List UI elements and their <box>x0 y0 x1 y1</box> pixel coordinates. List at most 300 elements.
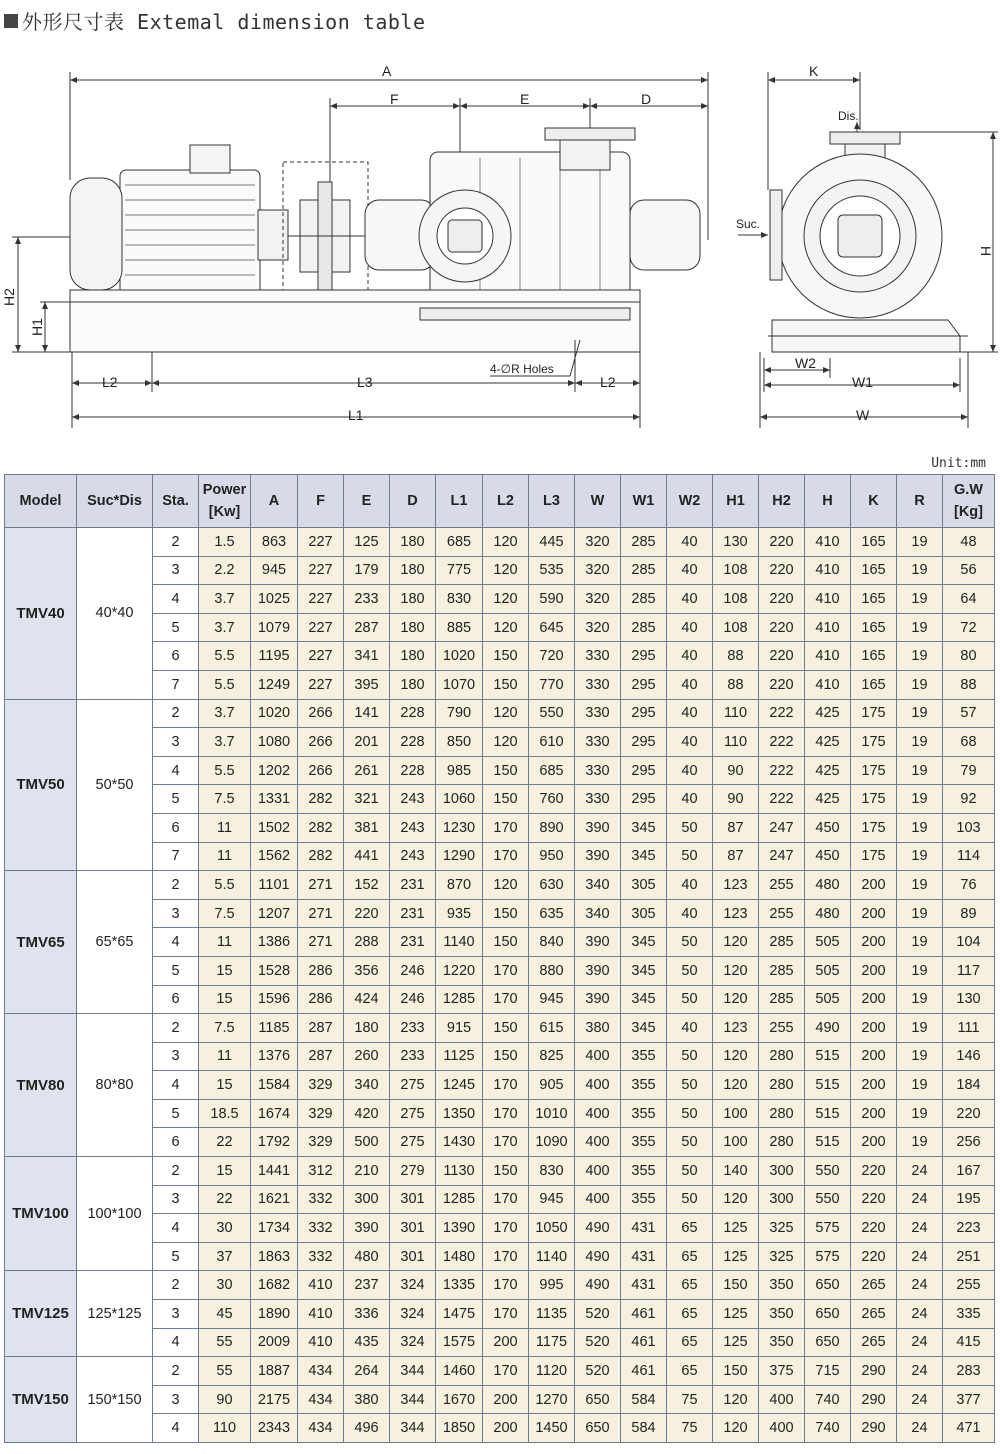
value-cell: 380 <box>575 1014 621 1043</box>
value-cell: 1220 <box>436 956 483 985</box>
suc-dis-cell: 50*50 <box>77 699 153 871</box>
value-cell: 356 <box>344 956 390 985</box>
value-cell: 1528 <box>251 956 298 985</box>
value-cell: 1863 <box>251 1242 298 1271</box>
suc-dis-cell: 125*125 <box>77 1271 153 1357</box>
value-cell: 150 <box>483 670 529 699</box>
discharge-label: Dis. <box>838 109 859 123</box>
value-cell: 19 <box>897 842 943 871</box>
value-cell: 19 <box>897 585 943 614</box>
value-cell: 345 <box>621 842 667 871</box>
value-cell: 50 <box>667 1099 713 1128</box>
value-cell: 345 <box>621 928 667 957</box>
dim-label-A: A <box>382 63 392 79</box>
value-cell: 200 <box>483 1414 529 1443</box>
value-cell: 345 <box>621 813 667 842</box>
value-cell: 575 <box>805 1242 851 1271</box>
value-cell: 850 <box>436 728 483 757</box>
value-cell: 5.5 <box>199 756 251 785</box>
dim-label-H2: H2 <box>1 288 17 306</box>
value-cell: 410 <box>298 1271 344 1300</box>
value-cell: 415 <box>943 1328 995 1357</box>
value-cell: 1475 <box>436 1300 483 1329</box>
value-cell: 15 <box>199 956 251 985</box>
model-cell: TMV50 <box>5 699 77 871</box>
value-cell: 19 <box>897 928 943 957</box>
value-cell: 40 <box>667 871 713 900</box>
value-cell: 515 <box>805 1128 851 1157</box>
value-cell: 100 <box>713 1099 759 1128</box>
value-cell: 72 <box>943 613 995 642</box>
value-cell: 321 <box>344 785 390 814</box>
value-cell: 220 <box>943 1099 995 1128</box>
value-cell: 120 <box>713 1385 759 1414</box>
value-cell: 431 <box>621 1271 667 1300</box>
value-cell: 50 <box>667 813 713 842</box>
value-cell: 170 <box>483 1099 529 1128</box>
dimension-drawing <box>0 40 1000 440</box>
value-cell: 264 <box>344 1357 390 1386</box>
value-cell: 125 <box>713 1242 759 1271</box>
value-cell: 425 <box>805 699 851 728</box>
value-cell: 590 <box>529 585 575 614</box>
value-cell: 243 <box>390 842 436 871</box>
value-cell: 200 <box>851 1071 897 1100</box>
table-row <box>5 756 995 785</box>
value-cell: 340 <box>344 1071 390 1100</box>
value-cell: 830 <box>529 1157 575 1186</box>
value-cell: 610 <box>529 728 575 757</box>
value-cell: 110 <box>713 699 759 728</box>
stage-cell: 5 <box>153 785 199 814</box>
stage-cell: 3 <box>153 1185 199 1214</box>
table-row <box>5 613 995 642</box>
value-cell: 1734 <box>251 1214 298 1243</box>
value-cell: 120 <box>713 928 759 957</box>
stage-cell: 4 <box>153 928 199 957</box>
value-cell: 222 <box>759 756 805 785</box>
value-cell: 195 <box>943 1185 995 1214</box>
value-cell: 150 <box>483 928 529 957</box>
table-row <box>5 728 995 757</box>
value-cell: 19 <box>897 642 943 671</box>
value-cell: 775 <box>436 556 483 585</box>
value-cell: 287 <box>298 1014 344 1043</box>
value-cell: 1050 <box>529 1214 575 1243</box>
value-cell: 1020 <box>251 699 298 728</box>
value-cell: 150 <box>483 642 529 671</box>
value-cell: 180 <box>390 613 436 642</box>
value-cell: 1480 <box>436 1242 483 1271</box>
value-cell: 24 <box>897 1157 943 1186</box>
value-cell: 170 <box>483 1071 529 1100</box>
value-cell: 325 <box>759 1214 805 1243</box>
value-cell: 30 <box>199 1214 251 1243</box>
value-cell: 550 <box>529 699 575 728</box>
value-cell: 110 <box>199 1414 251 1443</box>
value-cell: 1460 <box>436 1357 483 1386</box>
value-cell: 400 <box>575 1042 621 1071</box>
value-cell: 715 <box>805 1357 851 1386</box>
value-cell: 24 <box>897 1328 943 1357</box>
value-cell: 180 <box>390 670 436 699</box>
table-row <box>5 556 995 585</box>
value-cell: 5.5 <box>199 871 251 900</box>
value-cell: 305 <box>621 871 667 900</box>
value-cell: 1682 <box>251 1271 298 1300</box>
value-cell: 55 <box>199 1328 251 1357</box>
value-cell: 50 <box>667 928 713 957</box>
value-cell: 45 <box>199 1300 251 1329</box>
value-cell: 227 <box>298 613 344 642</box>
value-cell: 65 <box>667 1300 713 1329</box>
value-cell: 431 <box>621 1242 667 1271</box>
value-cell: 220 <box>759 670 805 699</box>
value-cell: 220 <box>759 613 805 642</box>
value-cell: 57 <box>943 699 995 728</box>
value-cell: 255 <box>759 871 805 900</box>
table-row <box>5 1014 995 1043</box>
value-cell: 1621 <box>251 1185 298 1214</box>
value-cell: 285 <box>759 928 805 957</box>
value-cell: 19 <box>897 556 943 585</box>
value-cell: 650 <box>805 1271 851 1300</box>
value-cell: 11 <box>199 1042 251 1071</box>
value-cell: 1125 <box>436 1042 483 1071</box>
value-cell: 410 <box>805 613 851 642</box>
value-cell: 434 <box>298 1414 344 1443</box>
value-cell: 271 <box>298 899 344 928</box>
value-cell: 120 <box>483 528 529 557</box>
value-cell: 435 <box>344 1328 390 1357</box>
value-cell: 165 <box>851 585 897 614</box>
table-row <box>5 642 995 671</box>
stage-cell: 4 <box>153 1328 199 1357</box>
value-cell: 222 <box>759 728 805 757</box>
value-cell: 76 <box>943 871 995 900</box>
value-cell: 114 <box>943 842 995 871</box>
column-header: E <box>344 475 390 528</box>
value-cell: 120 <box>483 871 529 900</box>
value-cell: 170 <box>483 1357 529 1386</box>
value-cell: 11 <box>199 928 251 957</box>
value-cell: 246 <box>390 985 436 1014</box>
value-cell: 227 <box>298 642 344 671</box>
value-cell: 330 <box>575 670 621 699</box>
value-cell: 410 <box>805 556 851 585</box>
value-cell: 40 <box>667 642 713 671</box>
value-cell: 840 <box>529 928 575 957</box>
value-cell: 295 <box>621 670 667 699</box>
value-cell: 255 <box>759 899 805 928</box>
suc-dis-cell: 40*40 <box>77 528 153 700</box>
dim-label-F: F <box>390 91 399 107</box>
value-cell: 24 <box>897 1357 943 1386</box>
value-cell: 120 <box>713 1185 759 1214</box>
value-cell: 1441 <box>251 1157 298 1186</box>
value-cell: 255 <box>943 1271 995 1300</box>
unit-label: Unit:mm <box>931 456 986 471</box>
value-cell: 227 <box>298 528 344 557</box>
value-cell: 220 <box>851 1214 897 1243</box>
value-cell: 305 <box>621 899 667 928</box>
value-cell: 3.7 <box>199 728 251 757</box>
value-cell: 50 <box>667 1157 713 1186</box>
value-cell: 295 <box>621 785 667 814</box>
value-cell: 19 <box>897 1071 943 1100</box>
value-cell: 380 <box>344 1385 390 1414</box>
value-cell: 167 <box>943 1157 995 1186</box>
value-cell: 19 <box>897 956 943 985</box>
value-cell: 140 <box>713 1157 759 1186</box>
value-cell: 324 <box>390 1328 436 1357</box>
value-cell: 79 <box>943 756 995 785</box>
value-cell: 227 <box>298 556 344 585</box>
value-cell: 332 <box>298 1214 344 1243</box>
value-cell: 355 <box>621 1099 667 1128</box>
stage-cell: 6 <box>153 1128 199 1157</box>
value-cell: 490 <box>575 1242 621 1271</box>
stage-cell: 7 <box>153 670 199 699</box>
value-cell: 88 <box>713 670 759 699</box>
value-cell: 200 <box>851 1128 897 1157</box>
value-cell: 1080 <box>251 728 298 757</box>
column-header: Suc*Dis <box>77 475 153 528</box>
value-cell: 1584 <box>251 1071 298 1100</box>
value-cell: 150 <box>483 756 529 785</box>
value-cell: 19 <box>897 699 943 728</box>
value-cell: 150 <box>483 1042 529 1071</box>
value-cell: 220 <box>851 1157 897 1186</box>
value-cell: 233 <box>390 1042 436 1071</box>
dimension-table <box>4 474 995 1443</box>
value-cell: 1130 <box>436 1157 483 1186</box>
table-row <box>5 813 995 842</box>
value-cell: 301 <box>390 1214 436 1243</box>
value-cell: 1120 <box>529 1357 575 1386</box>
value-cell: 584 <box>621 1385 667 1414</box>
value-cell: 150 <box>713 1357 759 1386</box>
value-cell: 461 <box>621 1357 667 1386</box>
value-cell: 2009 <box>251 1328 298 1357</box>
value-cell: 110 <box>713 728 759 757</box>
value-cell: 19 <box>897 1014 943 1043</box>
stage-cell: 5 <box>153 1099 199 1128</box>
value-cell: 490 <box>575 1271 621 1300</box>
value-cell: 434 <box>298 1357 344 1386</box>
value-cell: 120 <box>483 585 529 614</box>
value-cell: 450 <box>805 813 851 842</box>
value-cell: 55 <box>199 1357 251 1386</box>
value-cell: 880 <box>529 956 575 985</box>
value-cell: 7.5 <box>199 1014 251 1043</box>
value-cell: 40 <box>667 613 713 642</box>
value-cell: 175 <box>851 842 897 871</box>
value-cell: 50 <box>667 1128 713 1157</box>
value-cell: 3.7 <box>199 613 251 642</box>
value-cell: 1596 <box>251 985 298 1014</box>
column-header: K <box>851 475 897 528</box>
value-cell: 2.2 <box>199 556 251 585</box>
value-cell: 650 <box>575 1414 621 1443</box>
value-cell: 395 <box>344 670 390 699</box>
value-cell: 19 <box>897 985 943 1014</box>
value-cell: 350 <box>759 1300 805 1329</box>
value-cell: 520 <box>575 1328 621 1357</box>
value-cell: 995 <box>529 1271 575 1300</box>
value-cell: 200 <box>851 899 897 928</box>
value-cell: 2175 <box>251 1385 298 1414</box>
value-cell: 108 <box>713 585 759 614</box>
value-cell: 1450 <box>529 1414 575 1443</box>
value-cell: 420 <box>344 1099 390 1128</box>
value-cell: 170 <box>483 1128 529 1157</box>
value-cell: 1060 <box>436 785 483 814</box>
value-cell: 630 <box>529 871 575 900</box>
stage-cell: 5 <box>153 1242 199 1271</box>
column-header: A <box>251 475 298 528</box>
value-cell: 19 <box>897 1099 943 1128</box>
value-cell: 220 <box>344 899 390 928</box>
stage-cell: 5 <box>153 613 199 642</box>
holes-label: 4-∅R Holes <box>490 362 554 376</box>
value-cell: 355 <box>621 1042 667 1071</box>
value-cell: 330 <box>575 728 621 757</box>
value-cell: 180 <box>390 556 436 585</box>
value-cell: 50 <box>667 1071 713 1100</box>
value-cell: 288 <box>344 928 390 957</box>
value-cell: 740 <box>805 1385 851 1414</box>
value-cell: 170 <box>483 956 529 985</box>
value-cell: 141 <box>344 699 390 728</box>
value-cell: 312 <box>298 1157 344 1186</box>
table-row <box>5 1185 995 1214</box>
value-cell: 90 <box>199 1385 251 1414</box>
value-cell: 336 <box>344 1300 390 1329</box>
value-cell: 480 <box>805 871 851 900</box>
value-cell: 65 <box>667 1214 713 1243</box>
value-cell: 265 <box>851 1328 897 1357</box>
dim-label-L2-right: L2 <box>600 374 616 390</box>
value-cell: 344 <box>390 1385 436 1414</box>
value-cell: 285 <box>759 956 805 985</box>
value-cell: 275 <box>390 1099 436 1128</box>
value-cell: 19 <box>897 813 943 842</box>
value-cell: 471 <box>943 1414 995 1443</box>
value-cell: 130 <box>713 528 759 557</box>
value-cell: 2343 <box>251 1414 298 1443</box>
value-cell: 282 <box>298 785 344 814</box>
value-cell: 1502 <box>251 813 298 842</box>
value-cell: 120 <box>483 613 529 642</box>
value-cell: 1270 <box>529 1385 575 1414</box>
stage-cell: 2 <box>153 871 199 900</box>
value-cell: 231 <box>390 871 436 900</box>
value-cell: 19 <box>897 871 943 900</box>
value-cell: 490 <box>805 1014 851 1043</box>
value-cell: 125 <box>713 1214 759 1243</box>
table-row <box>5 1214 995 1243</box>
value-cell: 5.5 <box>199 670 251 699</box>
table-row <box>5 1071 995 1100</box>
table-row <box>5 1128 995 1157</box>
value-cell: 505 <box>805 928 851 957</box>
value-cell: 325 <box>759 1242 805 1271</box>
value-cell: 324 <box>390 1300 436 1329</box>
value-cell: 19 <box>897 1042 943 1071</box>
value-cell: 905 <box>529 1071 575 1100</box>
value-cell: 265 <box>851 1300 897 1329</box>
value-cell: 24 <box>897 1300 943 1329</box>
value-cell: 220 <box>759 528 805 557</box>
value-cell: 120 <box>483 556 529 585</box>
value-cell: 790 <box>436 699 483 728</box>
value-cell: 19 <box>897 613 943 642</box>
value-cell: 870 <box>436 871 483 900</box>
value-cell: 1430 <box>436 1128 483 1157</box>
value-cell: 266 <box>298 699 344 728</box>
value-cell: 120 <box>483 728 529 757</box>
value-cell: 1185 <box>251 1014 298 1043</box>
value-cell: 280 <box>759 1128 805 1157</box>
value-cell: 50 <box>667 956 713 985</box>
value-cell: 170 <box>483 1300 529 1329</box>
value-cell: 152 <box>344 871 390 900</box>
value-cell: 355 <box>621 1157 667 1186</box>
stage-cell: 4 <box>153 1414 199 1443</box>
column-header: Model <box>5 475 77 528</box>
value-cell: 550 <box>805 1157 851 1186</box>
value-cell: 40 <box>667 670 713 699</box>
value-cell: 390 <box>575 813 621 842</box>
value-cell: 341 <box>344 642 390 671</box>
value-cell: 280 <box>759 1071 805 1100</box>
value-cell: 265 <box>851 1271 897 1300</box>
value-cell: 290 <box>851 1385 897 1414</box>
value-cell: 150 <box>483 1014 529 1043</box>
value-cell: 770 <box>529 670 575 699</box>
value-cell: 461 <box>621 1328 667 1357</box>
value-cell: 56 <box>943 556 995 585</box>
value-cell: 286 <box>298 985 344 1014</box>
value-cell: 1887 <box>251 1357 298 1386</box>
value-cell: 425 <box>805 756 851 785</box>
value-cell: 290 <box>851 1357 897 1386</box>
value-cell: 1010 <box>529 1099 575 1128</box>
value-cell: 90 <box>713 756 759 785</box>
value-cell: 377 <box>943 1385 995 1414</box>
value-cell: 15 <box>199 1157 251 1186</box>
value-cell: 480 <box>344 1242 390 1271</box>
value-cell: 200 <box>851 1014 897 1043</box>
column-header: Power [Kw] <box>199 475 251 528</box>
column-header: L3 <box>529 475 575 528</box>
value-cell: 11 <box>199 813 251 842</box>
value-cell: 30 <box>199 1271 251 1300</box>
value-cell: 50 <box>667 842 713 871</box>
value-cell: 19 <box>897 756 943 785</box>
value-cell: 1175 <box>529 1328 575 1357</box>
value-cell: 200 <box>483 1328 529 1357</box>
dim-label-E: E <box>520 91 530 107</box>
value-cell: 330 <box>575 785 621 814</box>
value-cell: 496 <box>344 1414 390 1443</box>
value-cell: 220 <box>759 585 805 614</box>
column-header: W <box>575 475 621 528</box>
value-cell: 222 <box>759 785 805 814</box>
value-cell: 285 <box>621 613 667 642</box>
column-header: L2 <box>483 475 529 528</box>
